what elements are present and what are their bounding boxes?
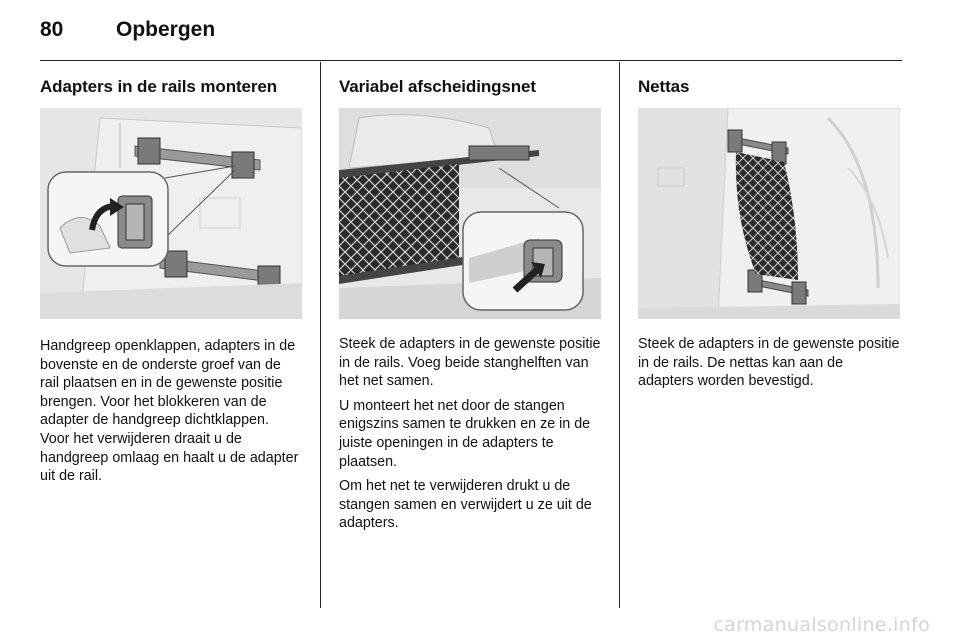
section-paragraph: Handgreep openklappen, adapters in de bovenste en de onderste groef van de rail plaatsen en in de gewenste positie brengen. Voor het blokkeren van de adapter de handgreep dichtklappen. Voor het verwijderen draait u de handgreep omlaag en haalt u de adapter uit de rail.: [40, 338, 299, 485]
section-paragraph: Steek de adapters in de gewenste positie in de rails. De nettas kan aan de adapters worden bevestigd.: [638, 336, 900, 390]
watermark: carmanualsonline.info: [713, 614, 930, 636]
page-number: 80: [40, 18, 64, 41]
net-bag-illustration: [638, 108, 900, 319]
chapter-title: Opbergen: [116, 18, 216, 41]
rail-adapter-illustration: [40, 108, 302, 319]
section-partition-net: [339, 62, 601, 533]
section-net-bag: [638, 62, 900, 391]
section-heading: Variabel afscheidingsnet: [339, 77, 536, 96]
page-header: [40, 18, 215, 48]
partition-net-illustration: [339, 108, 601, 319]
section-heading: Nettas: [638, 77, 690, 96]
section-paragraph: Steek de adapters in de gewenste positie in de rails. Voeg beide stanghelften van het net samen.: [339, 336, 601, 390]
section-paragraph: U monteert het net door de stangen enigszins samen te drukken en ze in de juiste openingen in de adapters te plaatsen.: [339, 397, 591, 470]
header-rule: [40, 60, 902, 61]
section-rail-adapters: [40, 62, 302, 486]
section-paragraph: Om het net te verwijderen drukt u de stangen samen en verwijdert u ze uit de adapters.: [339, 478, 592, 532]
section-heading: Adapters in de rails monteren: [40, 77, 278, 96]
column-divider-2: [619, 62, 620, 608]
column-divider-1: [320, 62, 321, 608]
